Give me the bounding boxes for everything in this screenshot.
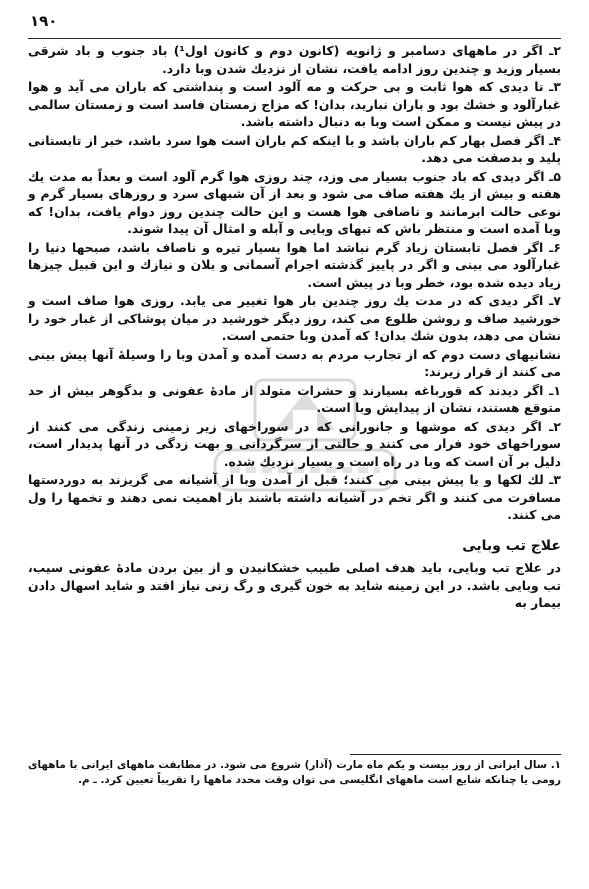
header-rule — [28, 38, 561, 39]
paragraph: ۶ـ اگر فصل تابستان زیاد گرم نباشد اما هوا بسیار تیره و ناصاف باشد، صبحها دنیا را غبارآلود می بینی و اگر در پاییز گذشته اجرام آسمانی و بلان و نیازك و این قبیل چیزها زیاد دیده شده بود، خطر وبا در پیش است. — [28, 239, 561, 290]
paragraph: ۲ـ اگر در ماههای دسامبر و ژانویه (کانون دوم و کانون اول¹) باد جنوب و باد شرقی بسیار وزید و چندین روز ادامه یافت، نشان از نزدیك شدن وبا دارد. — [28, 43, 561, 76]
main-text — [28, 42, 561, 613]
paragraph: نشانیهای دست دوم که از تجارب مردم به دست آمده و آمدن وبا را وسیلهٔ آنها پیش بینی می کنند از قرار زیرند: — [28, 346, 561, 379]
footnotes — [28, 758, 561, 788]
paragraph: ۱ـ اگر دیدند که قورباغه بسیارند و حشرات متولد از مادهٔ عفونی و بدگوهر بیش از حد متوقع هستند، نشان از پیدایش وبا است. — [28, 382, 561, 415]
paragraph: ۷ـ اگر دیدی که در مدت یك روز چندین بار هوا تغییر می یابد. روزی هوا صاف است و خورشید صاف و روشن طلوع می کند، روز دیگر خورشید در میان پوشاکی از غبار خود را نشان می دهد، بدون شك بدان! که آمدن وبا حتمی است. — [28, 293, 561, 343]
section-heading: علاج تب وبایی — [462, 537, 561, 554]
paragraph: ۲ـ اگر دیدی که موشها و جانورانی که در سوراخهای زیر زمینی زندگی می کنند از سوراخهای خود فرار می کنند و حالتی از سرگردانی و بهت زدگی در آنها پدیدار است، دلیل بر آن است که وبا در راه است و بسیار نزدیك شده. — [28, 418, 561, 469]
paragraph: ۳ـ تا دیدی که هوا ثابت و بی حرکت و مه آلود است و پنداشتی که باران می آید و هوا غبارآلود و خشك بود و باران نبارید، بدان! که مزاج زمستان فاسد است و زمستان سالمی در پیش نیست و ممکن است وبا به دنبال داشته باشد. — [28, 79, 561, 129]
paragraph: ۴ـ اگر فصل بهار کم باران باشد و با اینکه کم باران است هوا سرد باشد، خبر از تابستانی پلید و بدصفت می دهد. — [28, 132, 561, 165]
section-paragraph: در علاج تب وبایی، باید هدف اصلی طبیب خشکانیدن و از بین بردن مادهٔ عفونی سیب، تب وبایی باشد. در این زمینه شاید به خون گیری و رگ زنی نیاز افتد و شاید اسهال دادن بیمار به — [28, 560, 561, 610]
footnote: ۱. سال ایرانی از روز بیست و یکم ماه مارت (آذار) شروع می شود. در مطابقت ماههای ایرانی با ماههای رومی یا چنانکه شایع است ماههای انگلیسی می توان وقت محدد ماهها را تقریباً تعیین کرد. ـ م. — [28, 759, 561, 786]
page-number: ۱۹۰ — [30, 12, 58, 30]
paragraph: ۵ـ اگر دیدی که باد جنوب بسیار می وزد، چند روزی هوا گرم آلود است و بعداً به مدت یك هفته و بیش از یك هفته صاف می شود و بعد از آن شبهای سرد و روزهای بسیار گرم و نوعی حالت ابرمانند و ناصافی هوا هست و این حالت چندین روز دوام یافت، بدان! که وبا آمده است و منتظر باش که تبهای وبایی و آبله و امثال آن پیدا شوند. — [28, 168, 561, 236]
footnote-rule — [350, 754, 561, 755]
paragraph: ۳ـ لك لکها و یا پیش بینی می کنند؛ قبل از آمدن وبا از آشیانه می گریزند به دوردستها مسافرت می کنند و اگر تخم در آشیانه داشته باشند باز اهمیت نمی دهند و تخمها را ول می کنند. — [28, 472, 561, 522]
